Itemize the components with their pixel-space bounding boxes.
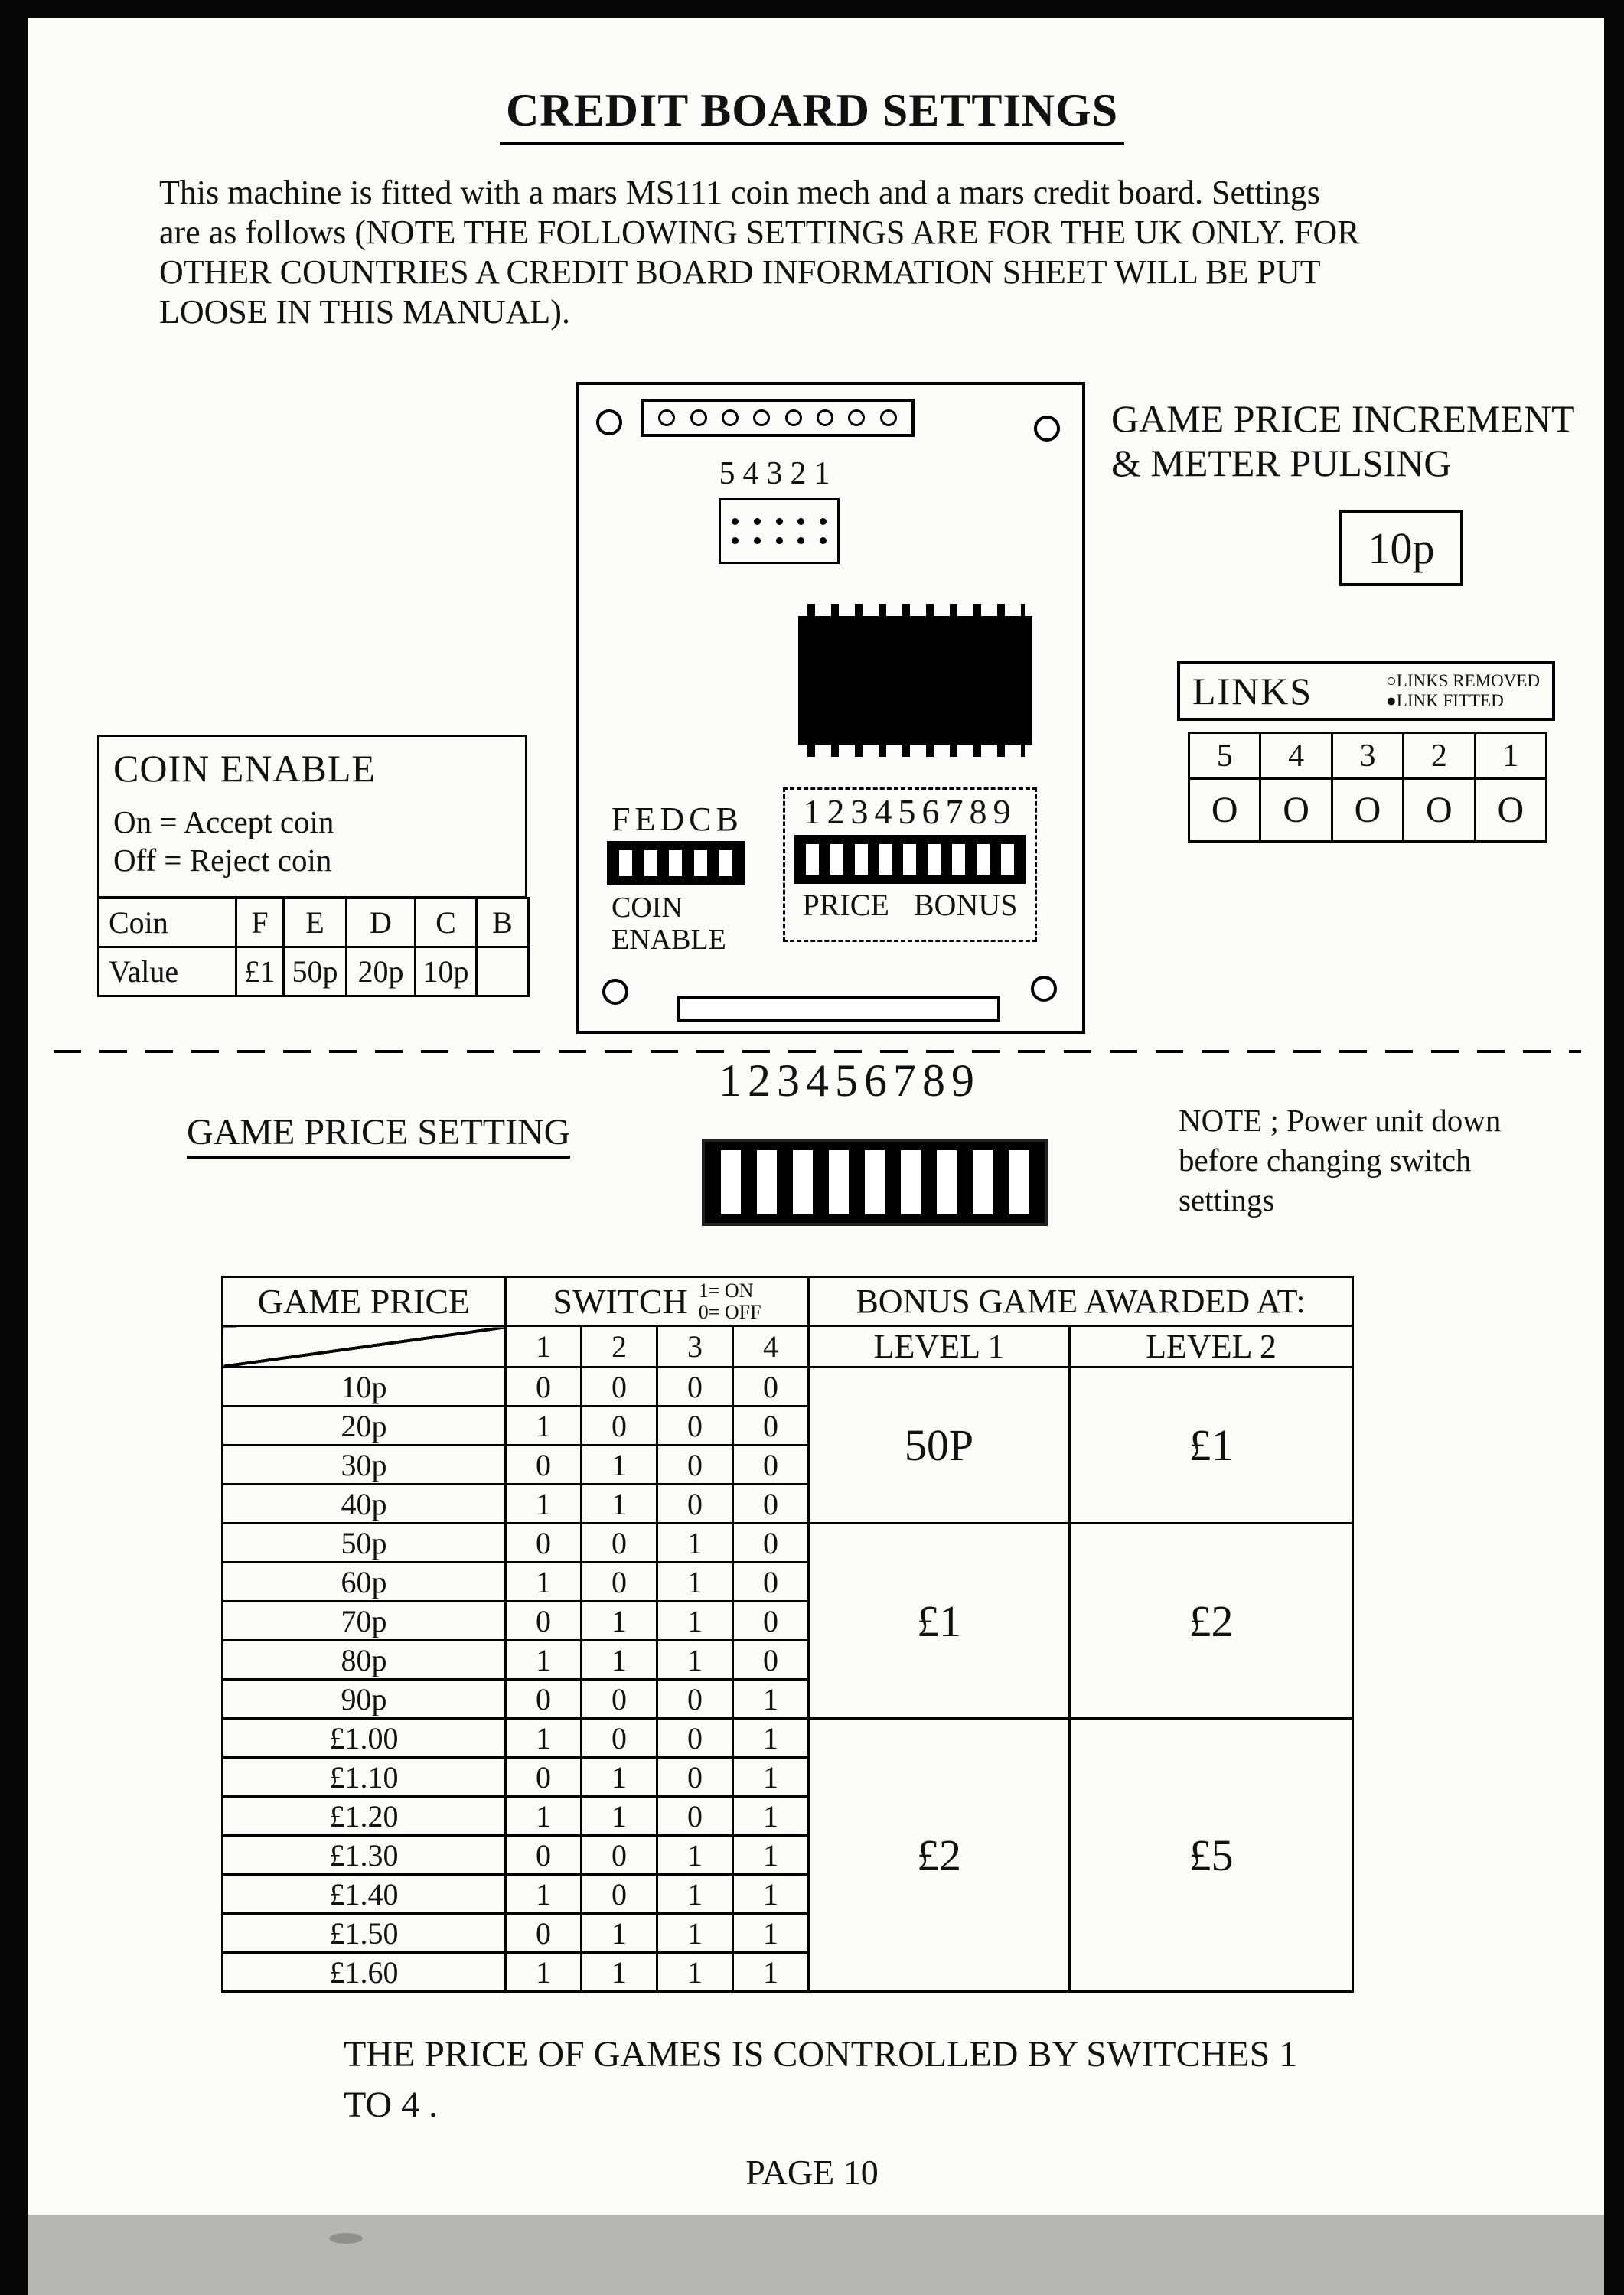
dip-switch-slot (855, 844, 868, 875)
scan-smudge (329, 2233, 363, 2244)
switch-state-cell: 1 (582, 1446, 657, 1485)
edge-connector-top (641, 399, 915, 437)
pin-dot-icon (754, 518, 761, 525)
dip-switch-slot (879, 844, 892, 875)
switch-number-header: 1 (506, 1326, 582, 1368)
dip-switch-slot (669, 850, 682, 876)
game-price-cell: £1.20 (223, 1797, 506, 1836)
power-down-note (1179, 1100, 1501, 1220)
price-bonus-group (783, 787, 1037, 942)
links-number-row (1189, 733, 1547, 779)
game-price-column-header: GAME PRICE (223, 1277, 506, 1326)
mounting-hole-icon (1031, 976, 1057, 1002)
switch-state-cell: 0 (506, 1680, 582, 1719)
game-price-increment-title (1111, 396, 1575, 485)
switch-state-cell: 0 (733, 1485, 809, 1524)
game-price-cell: 90p (223, 1680, 506, 1719)
closing-line: THE PRICE OF GAMES IS CONTROLLED BY SWITCHES 1 (344, 2034, 1298, 2075)
connector-pin-icon (785, 409, 802, 426)
filled-circle-icon: ● (1385, 691, 1397, 710)
game-price-setting-title: GAME PRICE SETTING (187, 1111, 570, 1159)
switch-state-cell: 0 (582, 1680, 657, 1719)
switch-state-cell: 0 (657, 1797, 733, 1836)
switch-state-cell: 1 (733, 1719, 809, 1758)
dip-switch-slot (619, 850, 632, 876)
dip-switch-slot (694, 850, 707, 876)
legend-links-removed: ○LINKS REMOVED (1385, 671, 1540, 690)
connector-pin-icon (753, 409, 770, 426)
coin-header-cell: F (236, 898, 284, 947)
links-state-value: O (1332, 779, 1403, 842)
bonus-level2-cell: £5 (1070, 1719, 1353, 1992)
connector-pin-icon (848, 409, 865, 426)
price-bonus-dip-switch (794, 835, 1026, 884)
switch-number-header: 2 (582, 1326, 657, 1368)
bonus-level1-cell: £1 (809, 1524, 1070, 1719)
switch-state-cell: 0 (506, 1914, 582, 1953)
price-table-body (223, 1368, 1353, 1992)
switch-state-cell: 0 (657, 1758, 733, 1797)
switch-state-cell: 1 (733, 1680, 809, 1719)
switch-state-cell: 0 (733, 1446, 809, 1485)
intro-line: OTHER COUNTRIES A CREDIT BOARD INFORMATION SHEET WILL BE PUT (159, 253, 1321, 291)
switch-state-cell: 0 (733, 1641, 809, 1680)
switch-state-cell: 1 (657, 1602, 733, 1641)
coin-enable-switch-label: FEDCB (611, 800, 743, 838)
switch-state-cell: 1 (582, 1758, 657, 1797)
game-price-cell: 60p (223, 1563, 506, 1602)
switch-state-cell: 0 (657, 1485, 733, 1524)
dip-switch-slot (721, 1150, 741, 1214)
mounting-hole-icon (1034, 416, 1060, 442)
pin-dot-icon (797, 518, 804, 525)
dip-switch-slot (973, 1150, 993, 1214)
links-state-value: O (1475, 779, 1546, 842)
coin-header-cell: B (477, 898, 529, 947)
dip-switch-slot (806, 844, 819, 875)
switch-state-cell: 1 (582, 1641, 657, 1680)
links-header (1177, 661, 1555, 721)
connector-pin-icon (880, 409, 897, 426)
switch-state-cell: 1 (657, 1836, 733, 1875)
switch-state-cell: 0 (733, 1407, 809, 1446)
game-price-dip-switch (702, 1139, 1048, 1226)
level1-header: LEVEL 1 (809, 1326, 1070, 1368)
switch-state-cell: 0 (657, 1680, 733, 1719)
dip-switch-slot (977, 844, 990, 875)
pin-dot-icon (776, 518, 783, 525)
ic-chip (798, 616, 1032, 745)
note-line: before changing switch (1179, 1143, 1472, 1178)
game-price-cell: £1.00 (223, 1719, 506, 1758)
switch-state-cell: 1 (733, 1758, 809, 1797)
coin-enable-title: COIN ENABLE (113, 747, 376, 790)
switch-state-cell: 1 (657, 1914, 733, 1953)
diagonal-cell (223, 1326, 506, 1368)
coin-value-cell: Value (99, 947, 236, 996)
price-table-subheader-row (223, 1326, 1353, 1368)
game-price-cell: £1.10 (223, 1758, 506, 1797)
game-price-cell: 80p (223, 1641, 506, 1680)
dip-switch-slot (644, 850, 657, 876)
bonus-level1-cell: 50P (809, 1368, 1070, 1524)
pin-header-row (732, 537, 827, 544)
switch-state-cell: 1 (657, 1875, 733, 1914)
game-price-cell: £1.60 (223, 1953, 506, 1992)
closing-note (344, 2029, 1297, 2130)
links-column-number: 4 (1260, 733, 1332, 779)
switch-state-cell: 1 (506, 1563, 582, 1602)
switch-state-cell: 1 (733, 1914, 809, 1953)
coin-enable-panel (97, 735, 527, 898)
coin-header-cell: C (416, 898, 477, 947)
switch-state-cell: 1 (733, 1836, 809, 1875)
level2-header: LEVEL 2 (1070, 1326, 1353, 1368)
note-line: NOTE ; Power unit down (1179, 1103, 1502, 1138)
coin-enable-dip-switch (607, 841, 745, 885)
switch-state-cell: 0 (582, 1563, 657, 1602)
pin-dot-icon (820, 537, 827, 544)
price-row (223, 1524, 1353, 1563)
open-circle-icon: ○ (1385, 671, 1397, 690)
switch-state-cell: 1 (657, 1953, 733, 1992)
switch-state-cell: 0 (582, 1407, 657, 1446)
switch-state-cell: 1 (582, 1914, 657, 1953)
scan-edge-left (0, 0, 28, 2295)
pin-dot-icon (732, 537, 739, 544)
switch-state-cell: 0 (582, 1719, 657, 1758)
game-price-cell: 20p (223, 1407, 506, 1446)
switch-state-cell: 1 (582, 1602, 657, 1641)
switch-state-cell: 1 (582, 1797, 657, 1836)
note-line: settings (1179, 1182, 1275, 1218)
switch-state-cell: 0 (506, 1602, 582, 1641)
increment-title-line: GAME PRICE INCREMENT (1111, 397, 1575, 440)
game-price-cell: £1.40 (223, 1875, 506, 1914)
page-number: PAGE 10 (745, 2153, 879, 2192)
switch-legend: 1= ON 0= OFF (698, 1279, 761, 1323)
coin-enable-table (97, 897, 530, 997)
connector-label: 54321 (719, 456, 838, 491)
coin-value-cell: 10p (416, 947, 477, 996)
pin-header-row (732, 518, 827, 525)
switch-state-cell: 1 (657, 1524, 733, 1563)
coin-header-cell: D (347, 898, 416, 947)
bonus-level2-cell: £1 (1070, 1368, 1353, 1524)
coin-enable-caption (611, 892, 726, 956)
switch-state-cell: 0 (733, 1524, 809, 1563)
legend-link-fitted: ●LINK FITTED (1385, 691, 1504, 710)
dip-switch-slot (830, 844, 843, 875)
links-column-number: 5 (1189, 733, 1260, 779)
page-title: CREDIT BOARD SETTINGS (500, 84, 1124, 145)
switch-state-cell: 0 (582, 1368, 657, 1407)
switch-state-cell: 1 (506, 1407, 582, 1446)
bonus-level1-cell: £2 (809, 1719, 1070, 1992)
dip-switch-slot (952, 844, 965, 875)
intro-line: This machine is fitted with a mars MS111 coin mech and a mars credit board. Settings (159, 174, 1320, 211)
pin-header (719, 498, 840, 564)
coin-enable-caption-line: COIN (611, 892, 683, 924)
dip-switch-slot (928, 844, 941, 875)
switch-state-cell: 1 (506, 1641, 582, 1680)
credit-board-diagram (576, 382, 1085, 1034)
links-title: LINKS (1192, 670, 1313, 712)
switch-state-cell: 1 (582, 1485, 657, 1524)
pin-dot-icon (732, 518, 739, 525)
game-price-dip-label: 123456789 (719, 1055, 980, 1106)
switch-state-cell: 1 (657, 1563, 733, 1602)
price-row (223, 1368, 1353, 1407)
dip-switch-slot (829, 1150, 849, 1214)
pin-dot-icon (754, 537, 761, 544)
switch-state-cell: 0 (582, 1875, 657, 1914)
switch-state-cell: 1 (733, 1875, 809, 1914)
dip-switch-slot (1001, 844, 1014, 875)
switch-state-cell: 0 (733, 1368, 809, 1407)
price-bonus-switch-label: 123456789 (803, 792, 1017, 831)
links-value-row (1189, 779, 1547, 842)
switch-state-cell: 1 (506, 1875, 582, 1914)
switch-state-cell: 0 (582, 1524, 657, 1563)
pin-dot-icon (797, 537, 804, 544)
game-price-cell: 50p (223, 1524, 506, 1563)
increment-value-box: 10p (1339, 510, 1463, 586)
switch-state-cell: 0 (657, 1446, 733, 1485)
price-table-header-row (223, 1277, 1353, 1326)
switch-state-cell: 1 (506, 1719, 582, 1758)
connector-pin-icon (690, 409, 707, 426)
switch-state-cell: 0 (657, 1407, 733, 1446)
closing-line: TO 4 . (344, 2085, 439, 2125)
mounting-hole-icon (596, 409, 622, 435)
dip-switch-slot (901, 1150, 921, 1214)
dip-switch-slot (793, 1150, 813, 1214)
coin-value-row (99, 947, 529, 996)
links-column-number: 3 (1332, 733, 1403, 779)
switch-header-wrap: SWITCH 1= ON 0= OFF (553, 1279, 761, 1323)
ic-chip-pins (807, 604, 1025, 616)
coin-header-cell: Coin (99, 898, 236, 947)
coin-enable-on-rule: On = Accept coin (113, 804, 334, 839)
game-price-cell: £1.30 (223, 1836, 506, 1875)
switch-state-cell: 1 (582, 1953, 657, 1992)
coin-value-cell (477, 947, 529, 996)
intro-line: are as follows (NOTE THE FOLLOWING SETTINGS ARE FOR THE UK ONLY. FOR (159, 214, 1360, 251)
switch-state-cell: 0 (506, 1446, 582, 1485)
dip-switch-slot (719, 850, 732, 876)
game-price-cell: 10p (223, 1368, 506, 1407)
game-price-cell: 30p (223, 1446, 506, 1485)
switch-state-cell: 0 (657, 1368, 733, 1407)
links-state-value: O (1404, 779, 1475, 842)
dip-switch-slot (865, 1150, 885, 1214)
switch-state-cell: 1 (506, 1485, 582, 1524)
connector-pin-icon (658, 409, 675, 426)
switch-state-cell: 1 (733, 1797, 809, 1836)
mounting-hole-icon (602, 979, 628, 1005)
increment-title-line: & METER PULSING (1111, 442, 1452, 484)
links-state-value: O (1260, 779, 1332, 842)
switch-state-cell: 1 (657, 1641, 733, 1680)
coin-header-cell: E (284, 898, 347, 947)
connector-pin-icon (722, 409, 739, 426)
switch-column-header (506, 1277, 809, 1326)
dip-switch-slot (937, 1150, 957, 1214)
bonus-level2-cell: £2 (1070, 1524, 1353, 1719)
links-column-number: 2 (1404, 733, 1475, 779)
price-bonus-caption: PRICE BONUS (802, 888, 1018, 922)
links-column-number: 1 (1475, 733, 1546, 779)
game-price-cell: 40p (223, 1485, 506, 1524)
scanner-background (28, 2215, 1604, 2295)
price-row (223, 1719, 1353, 1758)
coin-value-cell: £1 (236, 947, 284, 996)
links-table (1188, 732, 1547, 843)
switch-state-cell: 0 (506, 1836, 582, 1875)
switch-state-cell: 0 (733, 1602, 809, 1641)
dashed-divider (54, 1050, 1581, 1053)
intro-paragraph (159, 173, 1575, 332)
dip-switch-slot (1009, 1150, 1029, 1214)
coin-value-cell: 20p (347, 947, 416, 996)
links-legend (1386, 671, 1540, 711)
dip-switch-slot (903, 844, 916, 875)
connector-pin-icon (817, 409, 833, 426)
switch-number-header: 4 (733, 1326, 809, 1368)
switch-state-cell: 1 (506, 1953, 582, 1992)
coin-value-cell: 50p (284, 947, 347, 996)
ic-chip-pins (807, 745, 1025, 757)
coin-header-row (99, 898, 529, 947)
game-price-cell: £1.50 (223, 1914, 506, 1953)
intro-line: LOOSE IN THIS MANUAL). (159, 293, 570, 331)
switch-state-cell: 0 (506, 1368, 582, 1407)
switch-state-cell: 1 (733, 1953, 809, 1992)
coin-enable-off-rule: Off = Reject coin (113, 843, 332, 878)
links-state-value: O (1189, 779, 1260, 842)
switch-state-cell: 0 (506, 1758, 582, 1797)
scan-edge-top (0, 0, 1624, 18)
switch-number-header: 3 (657, 1326, 733, 1368)
game-price-cell: 70p (223, 1602, 506, 1641)
game-price-table (221, 1276, 1354, 1993)
bottom-connector (677, 996, 1000, 1022)
switch-state-cell: 0 (657, 1719, 733, 1758)
dip-switch-slot (757, 1150, 777, 1214)
bonus-column-header: BONUS GAME AWARDED AT: (809, 1277, 1353, 1326)
pin-dot-icon (820, 518, 827, 525)
coin-enable-caption-line: ENABLE (611, 924, 726, 956)
switch-state-cell: 1 (506, 1797, 582, 1836)
switch-state-cell: 0 (506, 1524, 582, 1563)
scan-edge-right (1604, 0, 1624, 2295)
pin-dot-icon (776, 537, 783, 544)
switch-state-cell: 0 (582, 1836, 657, 1875)
switch-state-cell: 0 (733, 1563, 809, 1602)
title-wrap (0, 84, 1624, 145)
